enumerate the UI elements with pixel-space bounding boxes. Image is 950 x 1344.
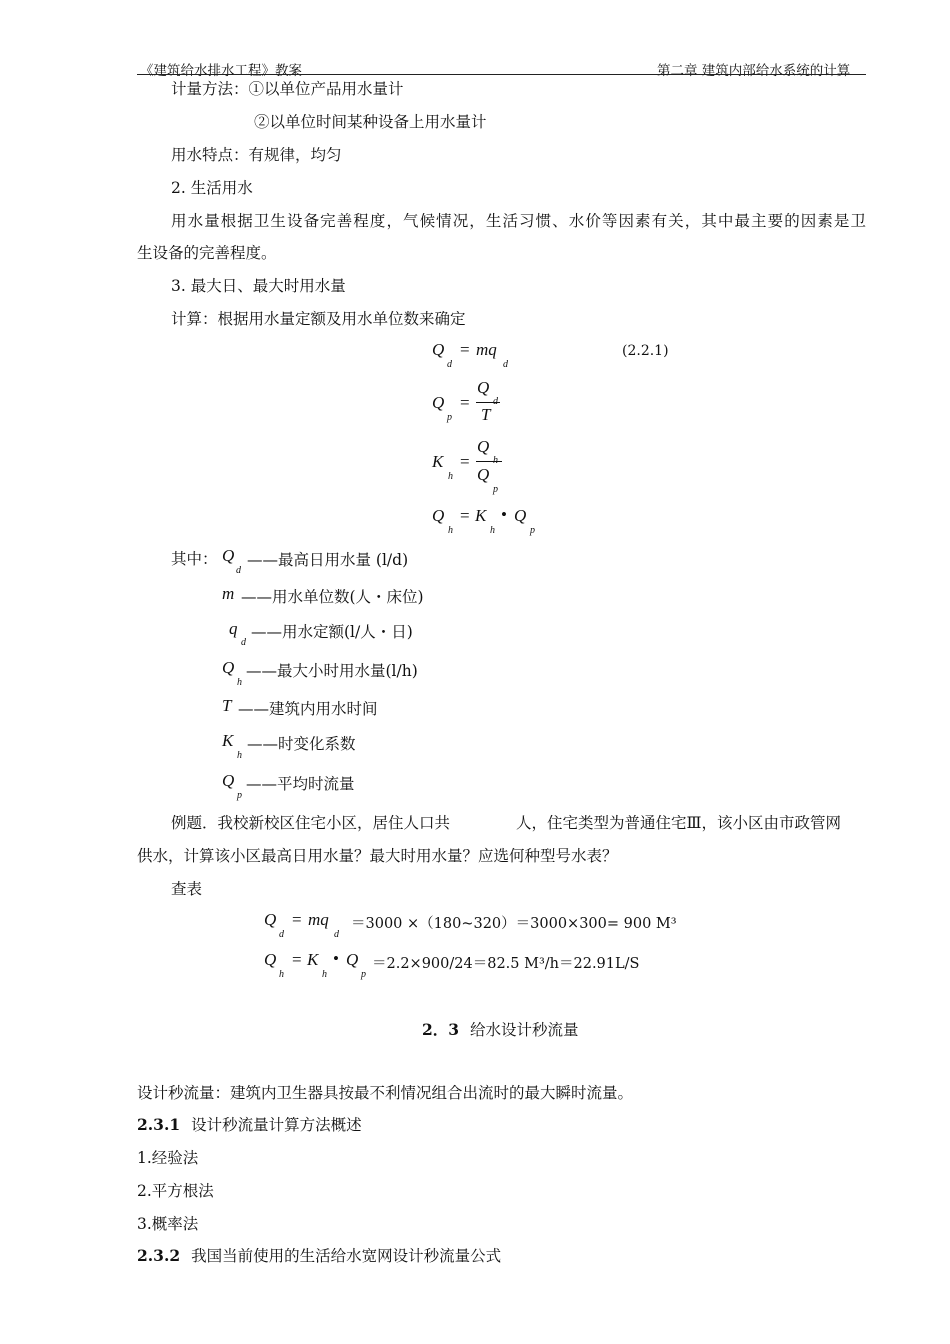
legend-description: ——用水定额(l/人・日) <box>251 623 413 641</box>
f3-eq: = <box>460 452 470 471</box>
f1-rhs: mq <box>476 340 497 359</box>
section-title <box>422 1018 579 1040</box>
section-title-text: 给水设计秒流量 <box>470 1021 579 1039</box>
water-feature: 用水特点：有规律，均匀 <box>171 146 342 164</box>
section-definition: 设计秒流量：建筑内卫生器具按最不利情况组合出流时的最大瞬时流量。 <box>137 1084 634 1102</box>
legend-symbol: K <box>222 731 234 750</box>
f4-q: Q <box>514 506 527 525</box>
method-item: 3.概率法 <box>137 1215 199 1233</box>
f1-eq: = <box>460 340 470 359</box>
measure-method-2: ②以单位时间某种设备上用水量计 <box>254 113 487 131</box>
header-rule <box>137 74 866 75</box>
calc2-q: Q <box>346 950 359 969</box>
calc2-dot: • <box>333 949 339 968</box>
calc1-lhs: Q <box>264 910 277 929</box>
f3-num: Q <box>477 437 490 456</box>
f2-lhs-sub: p <box>447 412 452 423</box>
calc-intro: 计算：根据用水量定额及用水单位数来确定 <box>171 310 466 328</box>
f4-eq: = <box>460 506 470 525</box>
equation-number: (2.2.1) <box>622 343 669 359</box>
calc2-lhs: Q <box>264 950 277 969</box>
f2-num: Q <box>477 378 490 397</box>
method-item: 1.经验法 <box>137 1149 199 1167</box>
legend-description: ——建筑内用水时间 <box>238 700 378 718</box>
f3-lhs-sub: h <box>448 471 453 482</box>
calc2-k-sub: h <box>322 969 327 980</box>
f4-k: K <box>475 506 487 525</box>
f2-num-sub: d <box>493 396 498 407</box>
legend-symbol: m <box>222 584 235 603</box>
f2-lhs: Q <box>432 393 445 412</box>
calc2-k: K <box>307 950 319 969</box>
item2-paragraph-line2: 生设备的完善程度。 <box>137 244 277 262</box>
item2-title: 2. 生活用水 <box>171 179 253 197</box>
legend-description: ——时变化系数 <box>247 735 356 753</box>
f1-lhs: Q <box>432 340 445 359</box>
example-line1-start: 例题．我校新校区住宅小区，居住人口共 <box>171 814 451 832</box>
calc1-rhs-sub: d <box>334 929 339 940</box>
legend-description: ——最高日用水量 (l/d) <box>247 551 409 569</box>
calc2-eq: = <box>292 950 302 969</box>
subsection-number: 2.3.1 <box>137 1115 181 1134</box>
item2-paragraph-line1: 用水量根据卫生设备完善程度，气候情况，生活习惯、水价等因素有关，其中最主要的因素是卫 <box>171 212 866 230</box>
calc1-rhs: mq <box>308 910 329 929</box>
subsection-title: 我国当前使用的生活给水宽网设计秒流量公式 <box>191 1247 502 1265</box>
legend-description: ——平均时流量 <box>246 775 355 793</box>
f4-lhs-sub: h <box>448 525 453 536</box>
f3-lhs: K <box>432 452 444 471</box>
legend-symbol-sub: d <box>236 565 241 576</box>
f3-den-sub: p <box>493 484 498 495</box>
lookup-table-label: 查表 <box>171 880 203 898</box>
header-left: 《建筑给水排水工程》教案 <box>140 63 302 79</box>
f4-k-sub: h <box>490 525 495 536</box>
example-line1-end: 人，住宅类型为普通住宅Ⅲ，该小区由市政管网 <box>516 814 841 832</box>
method-item: 2.平方根法 <box>137 1182 214 1200</box>
calc2-value: ＝2.2×900/24＝82.5 M³/h＝22.91L/S <box>372 956 640 972</box>
legend-prefix: 其中： <box>171 550 218 568</box>
section-title-number: 2．3 <box>422 1020 460 1039</box>
legend-symbol: Q <box>222 771 235 790</box>
calc1-value: ＝3000 ×（180~320）＝3000×300= 900 M³ <box>351 916 677 932</box>
example-line2: 供水，计算该小区最高日用水量？最大时用水量？应选何种型号水表？ <box>137 847 618 865</box>
legend-symbol-sub: p <box>237 790 242 801</box>
f3-fraction-bar <box>476 461 502 462</box>
f2-eq: = <box>460 393 470 412</box>
legend-symbol: Q <box>222 658 235 677</box>
subsection-title: 设计秒流量计算方法概述 <box>191 1116 362 1134</box>
f4-q-sub: p <box>530 525 535 536</box>
legend-symbol-sub: d <box>241 637 246 648</box>
subsection-2-3-2 <box>137 1244 501 1266</box>
calc2-q-sub: p <box>361 969 366 980</box>
item3-title: 3. 最大日、最大时用水量 <box>171 277 346 295</box>
calc1-eq: = <box>292 910 302 929</box>
f1-lhs-sub: d <box>447 359 452 370</box>
header-right: 第二章 建筑内部给水系统的计算 <box>657 63 851 79</box>
legend-symbol: T <box>222 696 232 715</box>
legend-description: ——最大小时用水量(l/h) <box>246 662 418 680</box>
f2-den: T <box>481 405 491 424</box>
calc1-lhs-sub: d <box>279 929 284 940</box>
legend-symbol: q <box>229 619 238 638</box>
legend-symbol-sub: h <box>237 677 242 688</box>
f3-num-sub: h <box>493 455 498 466</box>
legend-symbol: Q <box>222 546 235 565</box>
f4-lhs: Q <box>432 506 445 525</box>
legend-symbol-sub: h <box>237 750 242 761</box>
subsection-2-3-1 <box>137 1113 362 1135</box>
f2-fraction-bar <box>476 402 500 403</box>
calc2-lhs-sub: h <box>279 969 284 980</box>
measure-method-1: 计量方法：①以单位产品用水量计 <box>171 80 404 98</box>
f4-dot: • <box>501 505 507 524</box>
f1-rhs-sub: d <box>503 359 508 370</box>
legend-description: ——用水单位数(人・床位) <box>241 588 424 606</box>
subsection-number: 2.3.2 <box>137 1246 181 1265</box>
f3-den: Q <box>477 465 490 484</box>
